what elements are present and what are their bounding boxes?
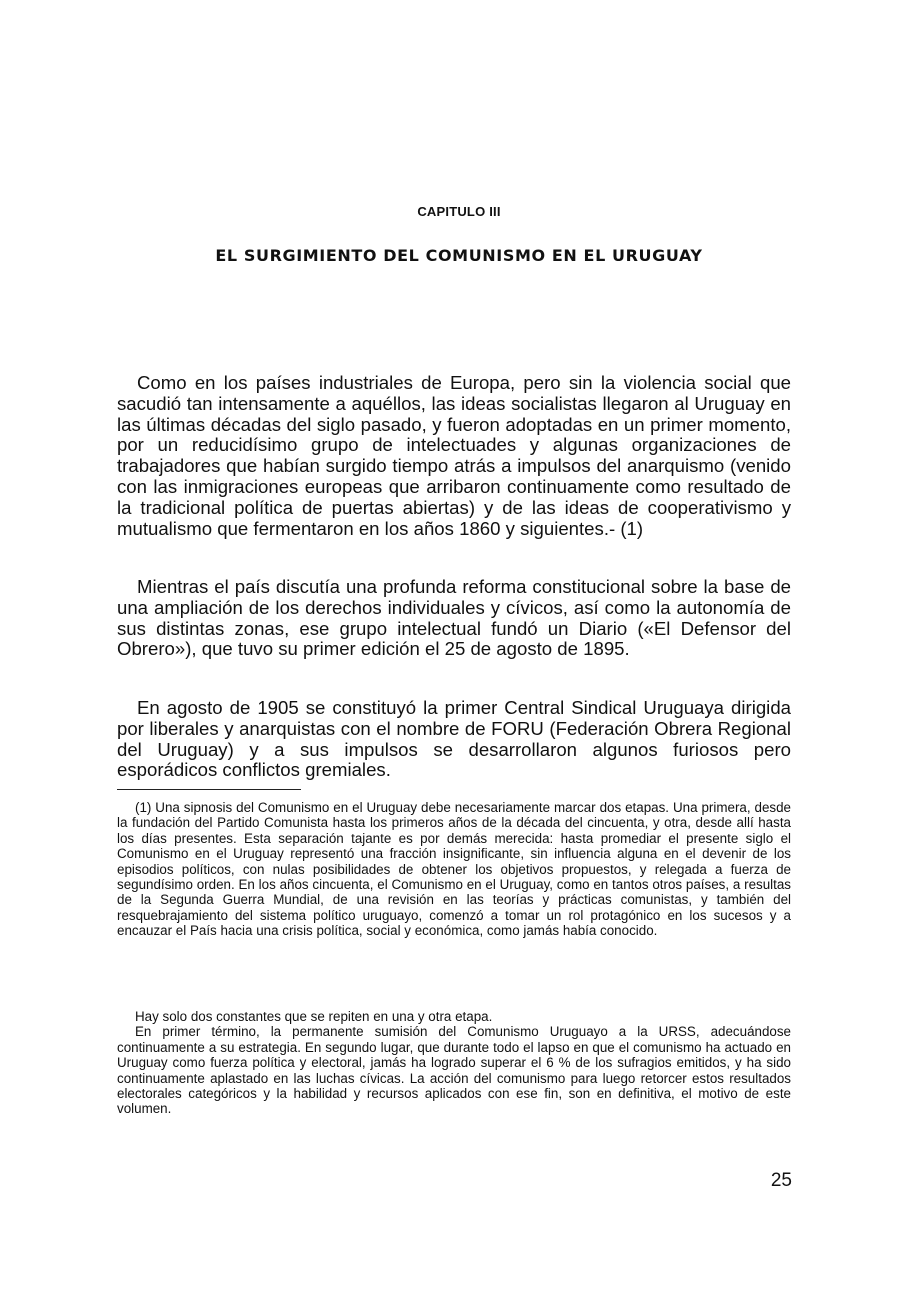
paragraph-text: Como en los países industriales de Europa, pero sin la violencia social que sacudió tan intensamente a aquéllos, las ideas socialistas llegaron al Uruguay en las últimas décadas del siglo pasado, y fueron adoptadas en un primer momento, por un reducidísimo grupo de intelectuades y algunas organizaciones de trabajadores que habían surgido tiempo atrás a impulsos del anarquismo (venido con las inmigraciones europeas que arribaron continuamente como resultado de la tradicional política de puertas abiertas) y de las ideas de cooperativismo y mutualismo que fermentaron en los años 1860 y siguientes.- (1)	[117, 372, 791, 539]
footnote-continuation	[117, 1009, 791, 1117]
body-paragraph-2	[117, 577, 791, 660]
footnote-text: En primer término, la permanente sumisión del Comunismo Uruguayo a la URSS, adecuándose continuamente a su estrategia. En segundo lugar, que durante todo el lapso en que el comunismo ha actuado en Uruguay como fuerza política y electoral, jamás ha logrado superar el 6 % de los sufragios emitidos, y ha sido continuamente aplastado en las luchas cívicas. La acción del comunismo para luego retorcer estos resultados electorales categóricos y la habilidad y recursos aplicados con ese fin, son en definitiva, el motivo de este volumen.	[117, 1024, 791, 1117]
footnote-1	[117, 800, 791, 939]
footnote-text: (1) Una sipnosis del Comunismo en el Uruguay debe necesariamente marcar dos etapas. Una primera, desde la fundación del Partido Comunista hasta los primeros años de la década del cincuenta, y otra, desde allí hasta los días presentes. Esta separación tajante es por demás merecida: hasta promediar el presente siglo el Comunismo en el Uruguay representó una fracción insignificante, sin influencia alguna en el devenir de los episodios políticos, con nulas posibilidades de obtener los objetivos propuestos, y relegada a fuerza de segundísimo orden. En los años cincuenta, el Comunismo en el Uruguay, como en tantos otros países, a resultas de la Segunda Guerra Mundial, de una revisión en las teorías y prácticas comunistas, y también del resquebrajamiento del sistema político uruguayo, comenzó a tomar un rol protagónico en los sucesos y a encauzar el País hacia una crisis política, social y económica, como jamás había conocido.	[117, 800, 791, 939]
paragraph-text: Mientras el país discutía una profunda reforma constitucional sobre la base de una ampliación de los derechos individuales y cívicos, así como la autonomía de sus distintas zonas, ese grupo intelectual fundó un Diario («El Defensor del Obrero»), que tuvo su primer edición el 25 de agosto de 1895.	[117, 576, 791, 660]
paragraph-text: En agosto de 1905 se constituyó la primer Central Sindical Uruguaya dirigida por liberales y anarquistas con el nombre de FORU (Federación Obrera Regional del Uruguay) y a sus impulsos se desarrollaron algunos furiosos pero esporádicos conflictos gremiales.	[117, 697, 791, 781]
chapter-label: CAPITULO III	[417, 204, 501, 219]
body-paragraph-1	[117, 373, 791, 539]
body-paragraph-3	[117, 698, 791, 781]
footnote-divider	[117, 789, 301, 790]
footnote-text: Hay solo dos constantes que se repiten en una y otra etapa.	[135, 1009, 493, 1024]
chapter-title: EL SURGIMIENTO DEL COMUNISMO EN EL URUGUAY	[215, 246, 703, 265]
page-number: 25	[770, 1170, 792, 1191]
